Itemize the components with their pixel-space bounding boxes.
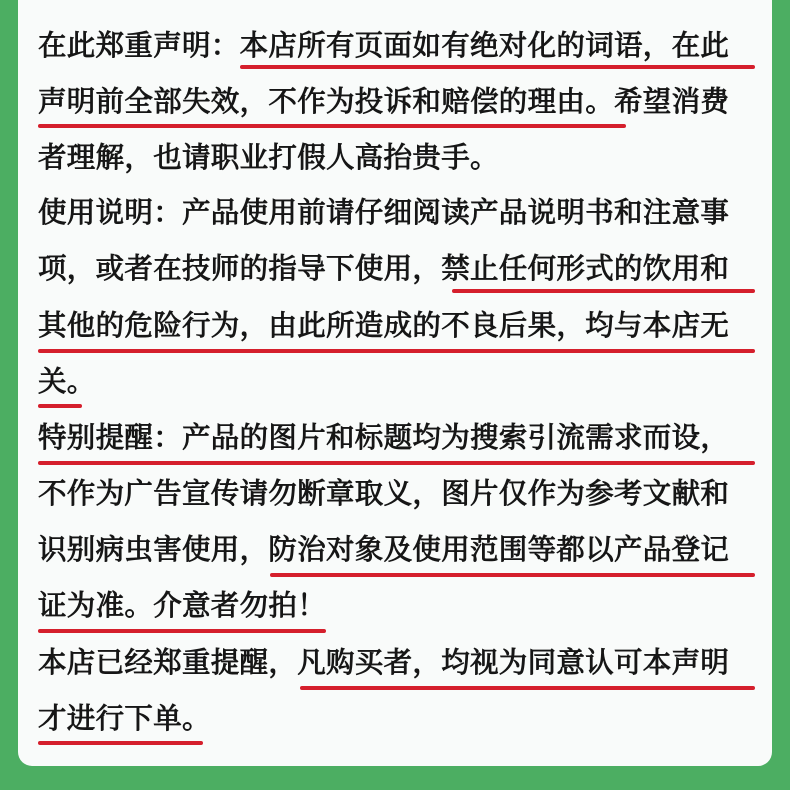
- notice-line: 其他的危险行为，由此所造成的不良后果，均与本店无: [38, 309, 730, 342]
- notice-line: 关。: [38, 365, 96, 398]
- notice-line: 识别病虫害使用，防治对象及使用范围等都以产品登记: [38, 533, 730, 566]
- notice-line: 不作为广告宣传请勿断章取义，图片仅作为参考文献和: [38, 477, 730, 510]
- emphasis-underline: [452, 289, 755, 293]
- emphasis-underline: [38, 741, 203, 745]
- notice-line: 特别提醒：产品的图片和标题均为搜索引流需求而设，: [38, 421, 730, 454]
- notice-line: 者理解，也请职业打假人高抬贵手。: [38, 141, 499, 174]
- emphasis-underline: [38, 404, 82, 408]
- emphasis-underline: [38, 349, 755, 353]
- emphasis-underline: [38, 461, 755, 465]
- notice-line: 本店已经郑重提醒，凡购买者，均视为同意认可本声明: [38, 646, 730, 679]
- emphasis-underline: [300, 686, 755, 690]
- notice-line: 项，或者在技师的指导下使用，禁止任何形式的饮用和: [38, 252, 730, 285]
- emphasis-underline: [38, 124, 626, 128]
- notice-line: 声明前全部失效，不作为投诉和赔偿的理由。希望消费: [38, 85, 730, 118]
- notice-line: 使用说明：产品使用前请仔细阅读产品说明书和注意事: [38, 196, 730, 229]
- notice-line: 在此郑重声明：本店所有页面如有绝对化的词语，在此: [38, 29, 730, 62]
- notice-line: 证为准。介意者勿拍！: [38, 589, 327, 622]
- emphasis-underline: [270, 573, 755, 577]
- emphasis-underline: [38, 629, 326, 633]
- notice-line: 才进行下单。: [38, 702, 211, 735]
- emphasis-underline: [240, 65, 755, 69]
